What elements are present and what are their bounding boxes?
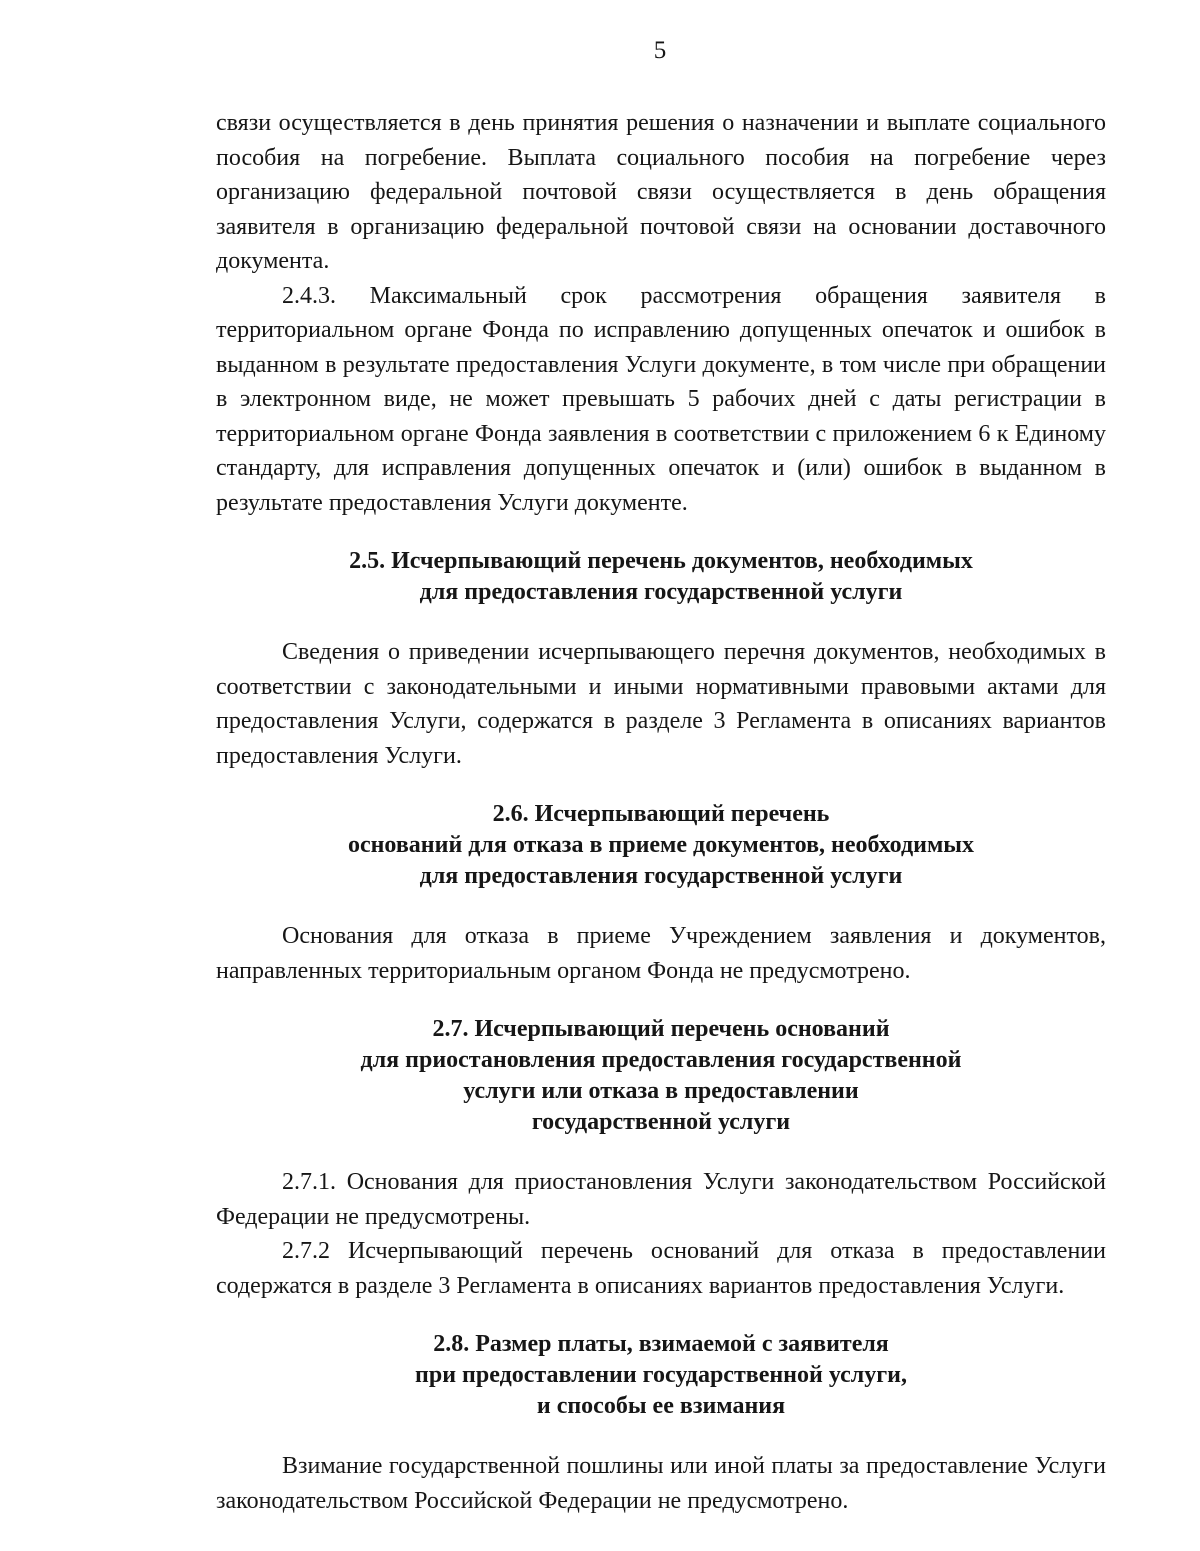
- heading-line: и способы ее взимания: [536, 1393, 786, 1419]
- document-body: [216, 106, 1106, 1518]
- section-heading-2-7: [216, 1014, 1106, 1138]
- page-number: 5: [653, 37, 667, 64]
- heading-line: государственной услуги: [531, 1109, 791, 1135]
- heading-line: 2.5. Исчерпывающий перечень документов, необходимых: [349, 548, 973, 574]
- heading-line: для приостановления предоставления государственной: [360, 1047, 962, 1073]
- heading-line: услуги или отказа в предоставлении: [463, 1078, 859, 1104]
- section-2-6-body: Основания для отказа в приеме Учреждением заявления и документов, направленных территориальным органом Фонда не предусмотрено.: [216, 923, 1106, 984]
- heading-line: 2.8. Размер платы, взимаемой с заявителя: [433, 1331, 889, 1357]
- section-heading-2-8: [216, 1329, 1106, 1422]
- paragraph-2-4-3: 2.4.3. Максимальный срок рассмотрения обращения заявителя в территориальном органе Фонда по исправлению допущенных опечаток и ошибок в выданном в результате предоставления Услуги документе, в том числе при обращении в электронном виде, не может превышать 5 рабочих дней с даты регистрации в территориальном органе Фонда заявления в соответствии с приложением 6 к Единому стандарту, для исправления допущенных опечаток и (или) ошибок в выданном в результате предоставления Услуги документе.: [216, 282, 1106, 516]
- heading-line: для предоставления государственной услуги: [419, 579, 903, 605]
- continuation-paragraph: связи осуществляется в день принятия решения о назначении и выплате социального пособия на погребение. Выплата социального пособия на погребение через организацию федеральной почтовой связи осуществляется в день обращения заявителя в организацию федеральной почтовой связи на основании доставочного документа.: [216, 110, 1106, 274]
- section-heading-2-6: [216, 799, 1106, 892]
- section-2-5-body: Сведения о приведении исчерпывающего перечня документов, необходимых в соответствии с законодательными и иными нормативными правовыми актами для предоставления Услуги, содержатся в разделе 3 Регламента в описаниях вариантов предоставления Услуги.: [216, 639, 1106, 769]
- section-2-8-body: Взимание государственной пошлины или иной платы за предоставление Услуги законодательством Российской Федерации не предусмотрено.: [216, 1453, 1106, 1514]
- heading-line: оснований для отказа в приеме документов, необходимых: [347, 832, 975, 858]
- heading-line: 2.7. Исчерпывающий перечень оснований: [432, 1016, 890, 1042]
- paragraph-2-7-2: 2.7.2 Исчерпывающий перечень оснований для отказа в предоставлении содержатся в разделе 3 Регламента в описаниях вариантов предоставления Услуги.: [216, 1238, 1106, 1299]
- section-heading-2-5: [216, 546, 1106, 608]
- paragraph-2-7-1: 2.7.1. Основания для приостановления Услуги законодательством Российской Федерации не предусмотрены.: [216, 1169, 1106, 1230]
- heading-line: при предоставлении государственной услуги,: [415, 1362, 907, 1388]
- heading-line: 2.6. Исчерпывающий перечень: [492, 801, 830, 827]
- heading-line: для предоставления государственной услуги: [419, 863, 903, 889]
